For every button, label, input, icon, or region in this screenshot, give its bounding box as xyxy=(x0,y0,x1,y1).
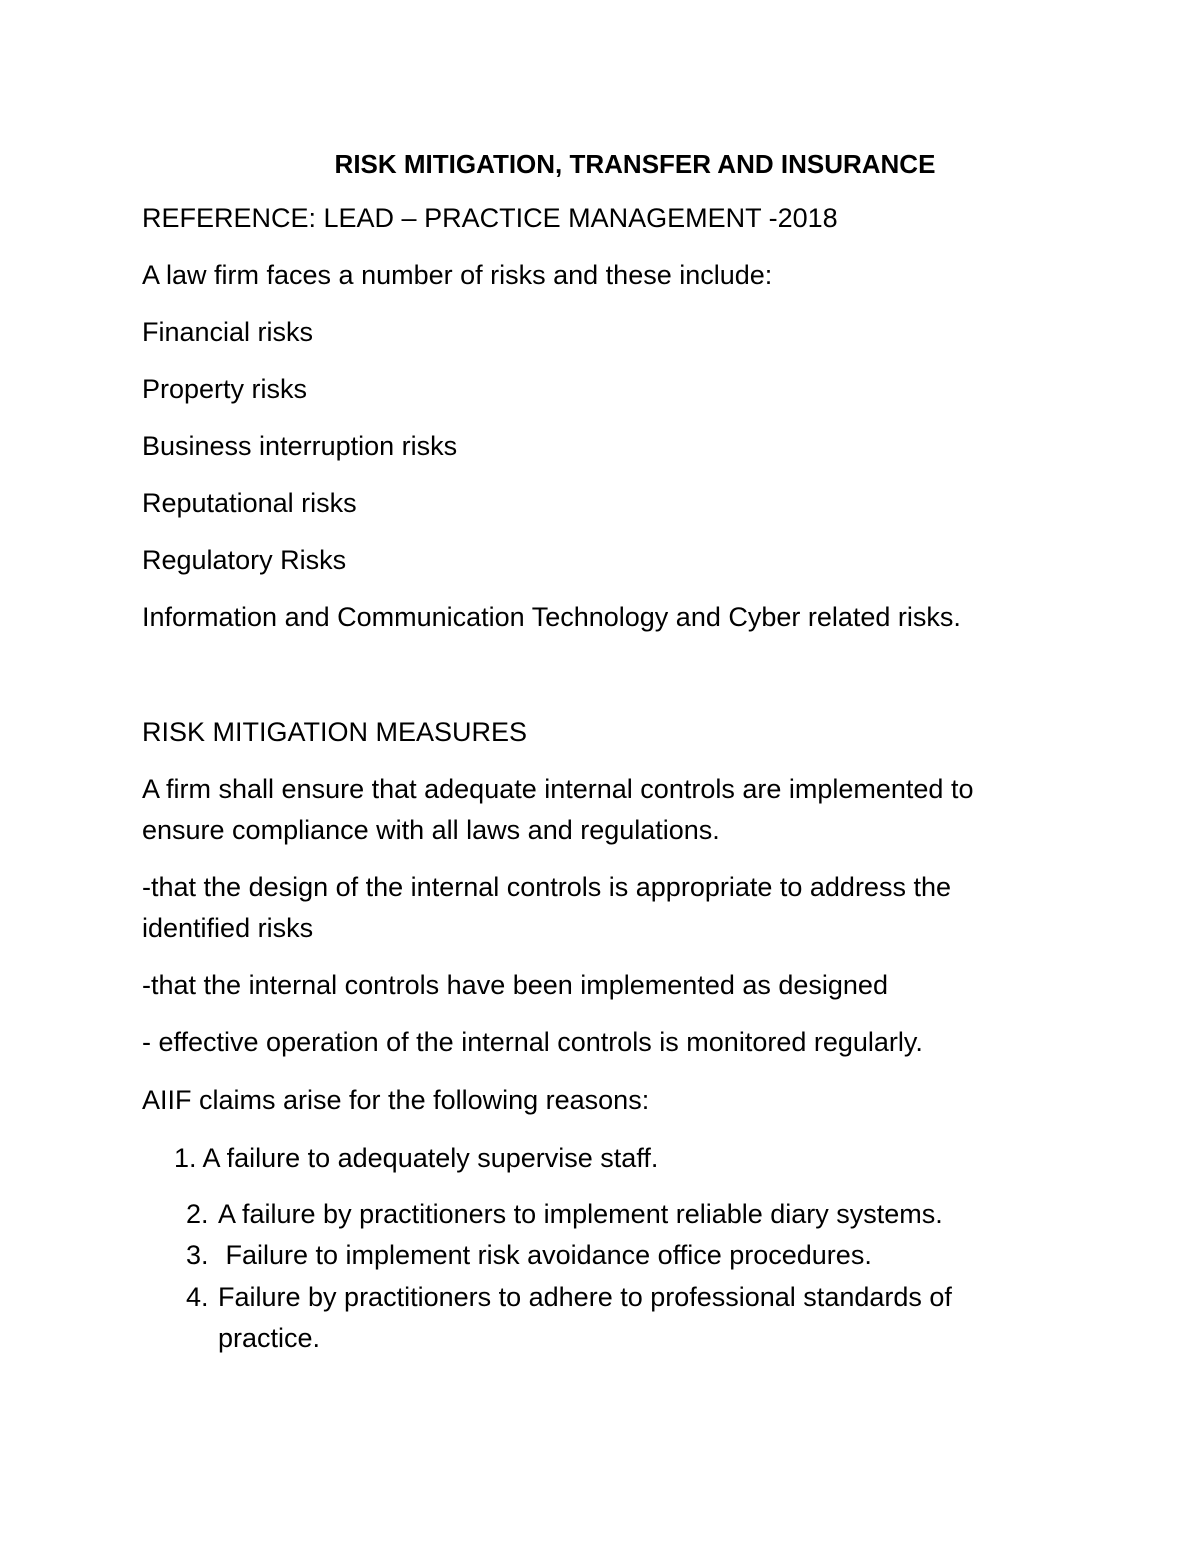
claim-text: Failure by practitioners to adhere to professional standards of xyxy=(218,1282,952,1312)
risk-item: Business interruption risks xyxy=(142,431,458,461)
claim-number: 3. xyxy=(186,1240,209,1270)
mitigation-paragraph-line: A firm shall ensure that adequate internal controls are implemented to xyxy=(142,774,974,804)
claim-continuation: practice. xyxy=(218,1323,321,1353)
risk-item: Regulatory Risks xyxy=(142,545,347,575)
claim-number: 2. xyxy=(186,1199,209,1229)
measure-line: -that the design of the internal controls is appropriate to address the xyxy=(142,872,951,902)
risk-item: Property risks xyxy=(142,374,308,404)
mitigation-heading: RISK MITIGATION MEASURES xyxy=(142,717,528,747)
claim-text: Failure to implement risk avoidance office procedures. xyxy=(218,1240,872,1270)
claim-item xyxy=(186,1193,943,1235)
claim-number: 1. xyxy=(174,1143,197,1173)
risk-item: Information and Communication Technology and Cyber related risks. xyxy=(142,602,961,632)
claim-item xyxy=(186,1276,952,1318)
measure-line: identified risks xyxy=(142,913,314,943)
claim-text: A failure to adequately supervise staff. xyxy=(202,1143,659,1173)
claim-text: A failure by practitioners to implement reliable diary systems. xyxy=(218,1199,943,1229)
reference-line: REFERENCE: LEAD – PRACTICE MANAGEMENT -2018 xyxy=(142,203,838,233)
risk-item: Reputational risks xyxy=(142,488,357,518)
document-title: RISK MITIGATION, TRANSFER AND INSURANCE xyxy=(334,149,936,179)
claim-item xyxy=(174,1137,658,1179)
claim-item xyxy=(186,1234,872,1276)
measure-line: - effective operation of the internal controls is monitored regularly. xyxy=(142,1027,923,1057)
measure-line: -that the internal controls have been implemented as designed xyxy=(142,970,888,1000)
risk-item: Financial risks xyxy=(142,317,314,347)
claim-number: 4. xyxy=(186,1282,209,1312)
intro-paragraph: A law firm faces a number of risks and these include: xyxy=(142,260,773,290)
claims-intro: AIIF claims arise for the following reasons: xyxy=(142,1085,650,1115)
mitigation-paragraph-line: ensure compliance with all laws and regulations. xyxy=(142,815,720,845)
